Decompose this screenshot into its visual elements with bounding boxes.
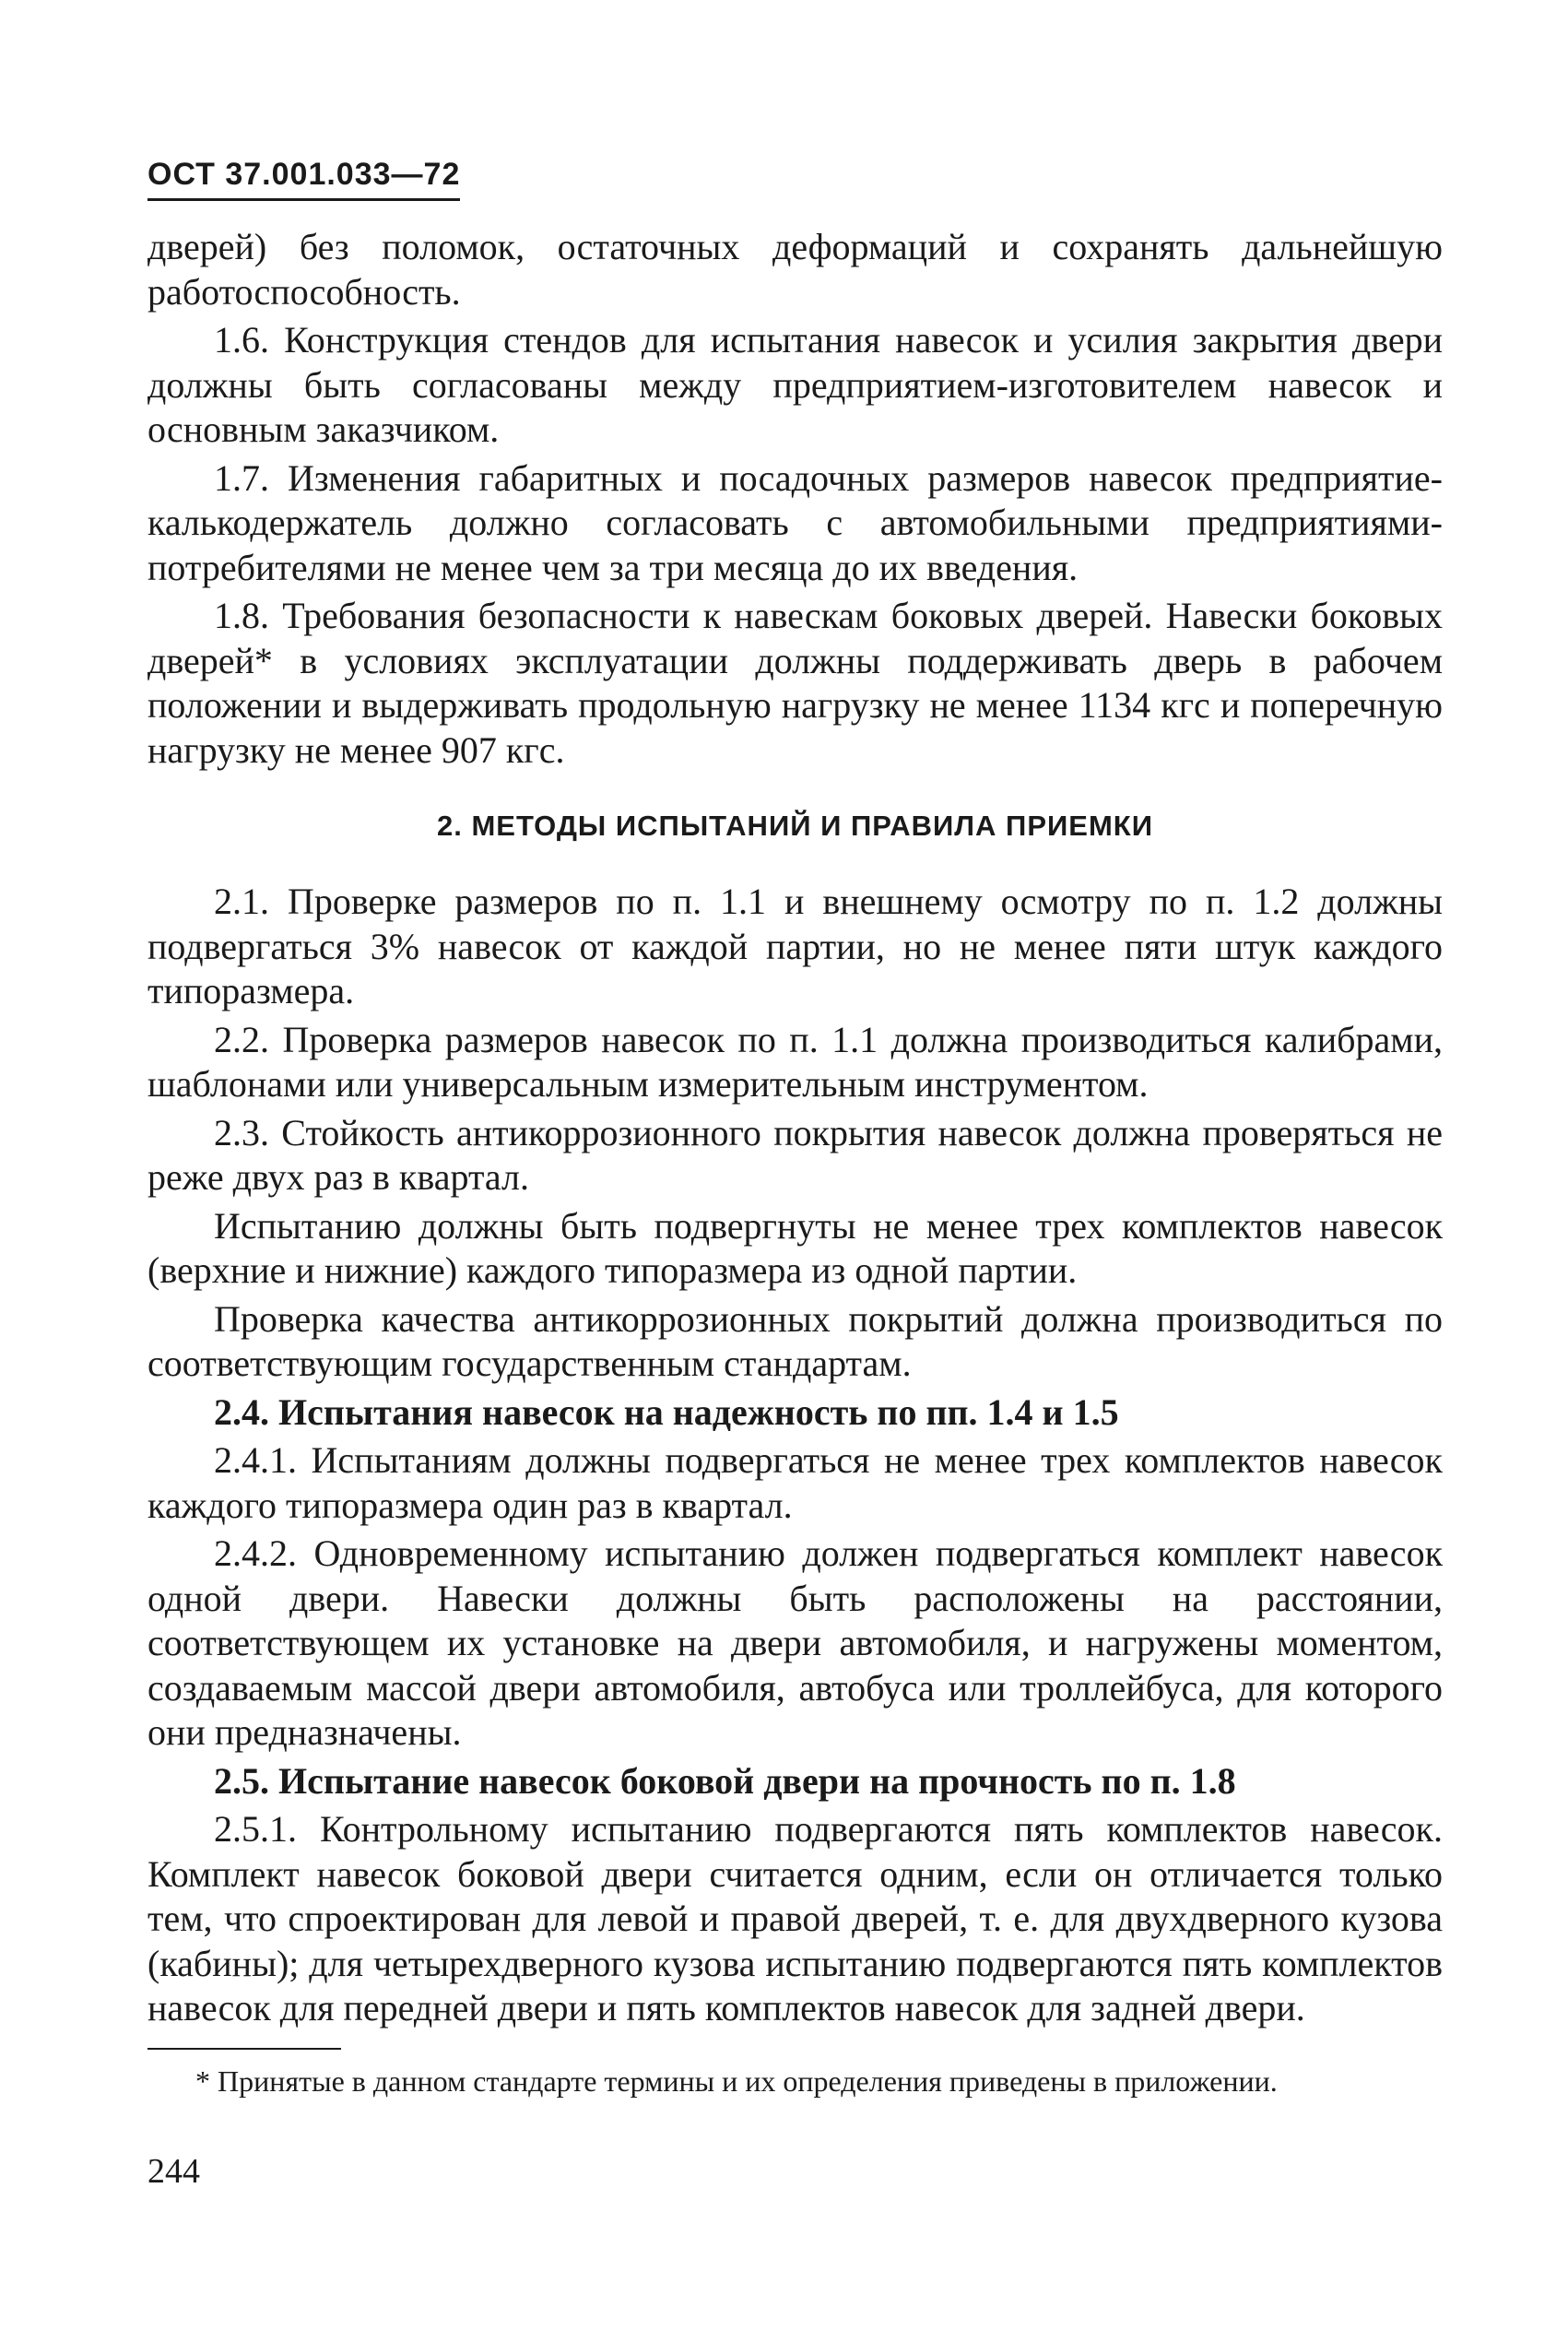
- section-2-heading: 2. МЕТОДЫ ИСПЫТАНИЙ И ПРАВИЛА ПРИЕМКИ: [437, 810, 1153, 842]
- subheading-2-4: 2.4. Испытания навесок на надежность по пп. 1.4 и 1.5: [214, 1390, 1119, 1433]
- paragraph-2-3-quality: Проверка качества антикоррозионных покрытий должна производиться по соответствующим государственным стандартам.: [147, 1297, 1443, 1384]
- paragraph-2-4-2: 2.4.2. Одновременному испытанию должен подвергаться комплект навесок одной двери. Навески должны быть расположены на расстоянии, соответствующем их установке на двери автомобиля, и нагружены моментом, создаваемым массой двери автомобиля, автобуса или троллейбуса, для которого они предназначены.: [147, 1532, 1443, 1753]
- document-header: ОСТ 37.001.033—72: [147, 157, 460, 201]
- footnote: * Принятые в данном стандарте термины и их определения приведены в приложении.: [195, 2064, 1278, 2098]
- paragraph-1-7: 1.7. Изменения габаритных и посадочных размеров навесок предприятие-калькодержатель должно согласовать с автомобильными предприятиями-потребителями не менее чем за три месяца до их введения.: [147, 456, 1443, 588]
- page-number: 244: [147, 2151, 200, 2191]
- section-1-continuation: [147, 225, 1443, 773]
- paragraph-2-1: 2.1. Проверке размеров по п. 1.1 и внешнему осмотру по п. 1.2 должны подвергаться 3% навесок от каждой партии, но не менее пяти штук каждого типоразмера.: [147, 881, 1443, 1011]
- paragraph-1-6: 1.6. Конструкция стендов для испытания навесок и усилия закрытия двери должны быть согласованы между предприятием-изготовителем навесок и основным заказчиком.: [147, 319, 1443, 450]
- paragraph-1-8: 1.8. Требования безопасности к навескам боковых дверей. Навески боковых дверей* в условиях эксплуатации должны поддерживать дверь в рабочем положении и выдерживать продольную нагрузку не менее 1134 кгс и поперечную нагрузку не менее 907 кгс.: [147, 595, 1443, 771]
- section-2: [147, 880, 1443, 2031]
- footnote-divider: [147, 2048, 341, 2050]
- subheading-2-5: 2.5. Испытание навесок боковой двери на прочность по п. 1.8: [214, 1759, 1236, 1802]
- paragraph-2-5-1: 2.5.1. Контрольному испытанию подвергаются пять комплектов навесок. Комплект навесок боковой двери считается одним, если он отличается только тем, что спроектирован для левой и правой дверей, т. е. для двухдверного кузова (кабины); для четырехдверного кузова испытанию подвергаются пять комплектов навесок для передней двери и пять комплектов навесок для задней двери.: [147, 1808, 1443, 2028]
- paragraph-2-2: 2.2. Проверка размеров навесок по п. 1.1 должна производиться калибрами, шаблонами или универсальным измерительным инструментом.: [147, 1018, 1443, 1105]
- paragraph-continuation: дверей) без поломок, остаточных деформаций и сохранять дальнейшую работоспособность.: [147, 226, 1443, 313]
- document-page: [147, 157, 1443, 2192]
- paragraph-2-4-1: 2.4.1. Испытаниям должны подвергаться не менее трех комплектов навесок каждого типоразмера один раз в квартал.: [147, 1439, 1443, 1526]
- paragraph-2-3: 2.3. Стойкость антикоррозионного покрытия навесок должна проверяться не реже двух раз в квартал.: [147, 1111, 1443, 1198]
- paragraph-2-3-sample: Испытанию должны быть подвергнуты не менее трех комплектов навесок (верхние и нижние) каждого типоразмера из одной партии.: [147, 1204, 1443, 1291]
